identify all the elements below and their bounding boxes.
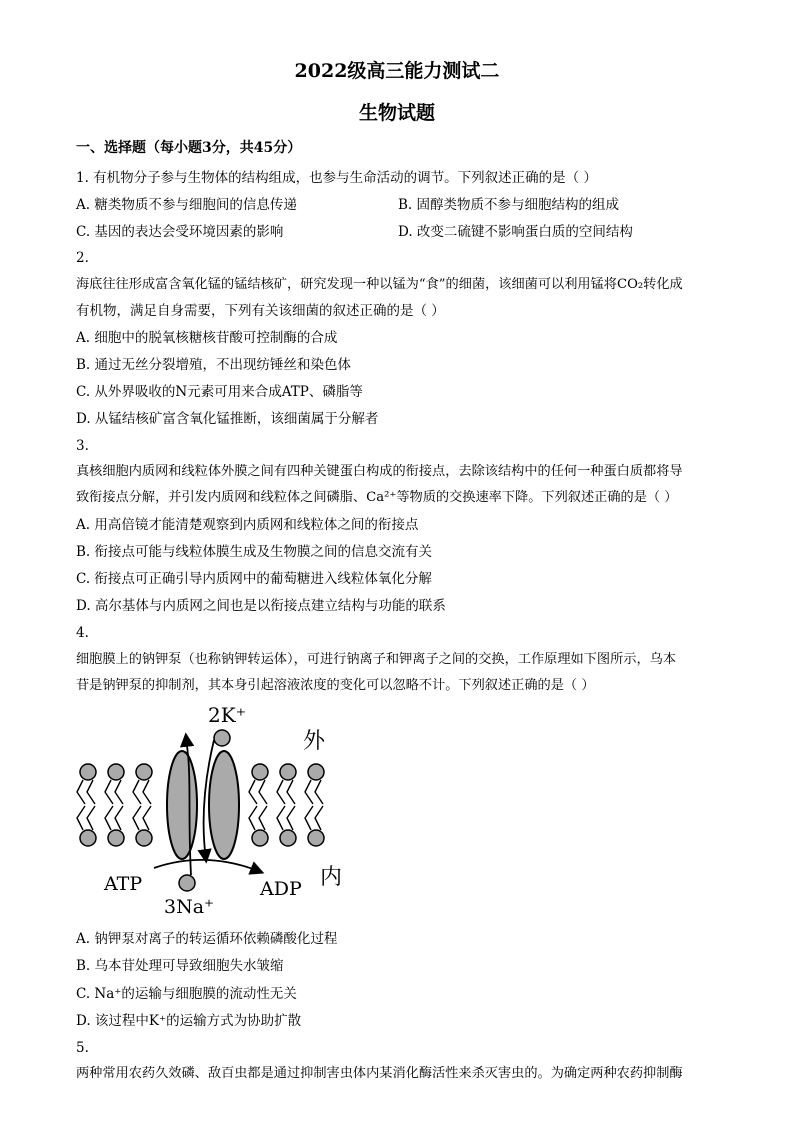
q4-number: 4. (76, 625, 89, 641)
lipid-tail (287, 780, 295, 804)
inside-label: 内 (320, 865, 343, 890)
lipid-tail (133, 806, 141, 830)
lipid-tail (287, 806, 295, 830)
lipid-head (80, 764, 96, 780)
q2-option-c: C. 从外界吸收的N元素可用来合成ATP、磷脂等 (76, 384, 363, 400)
lipid-tails (77, 780, 323, 830)
q4-option-a: A. 钠钾泵对离子的转运循环依赖磷酸化过程 (76, 931, 338, 947)
lipid-tail (143, 780, 151, 804)
q3-option-b: B. 衔接点可能与线粒体膜生成及生物膜之间的信息交流有关 (76, 544, 433, 560)
lipid-tail (133, 780, 141, 804)
q3-stem-line1: 真核细胞内质网和线粒体外膜之间有四种关键蛋白构成的衔接点，去除该结构中的任何一种蛋白质都将导 (76, 464, 683, 479)
q2-option-d: D. 从锰结核矿富含氧化锰推断，该细菌属于分解者 (76, 411, 379, 427)
lipid-head (108, 764, 124, 780)
q3-option-c: C. 衔接点可正确引导内质网中的葡萄糖进入线粒体氧化分解 (76, 571, 432, 587)
atp-label: ATP (104, 873, 143, 895)
q1-option-d: D. 改变二硫键不影响蛋白质的空间结构 (398, 224, 633, 240)
lipid-tail (315, 806, 323, 830)
outside-label: 外 (303, 729, 326, 754)
pump-protein-left (167, 751, 197, 859)
q3-stem-line2: 致衔接点分解，并引发内质网和线粒体之间磷脂、Ca²⁺等物质的交换速率下降。下列叙述正确的是（ ） (76, 490, 678, 505)
lipid-tail (87, 780, 95, 804)
lipid-head (136, 764, 152, 780)
sodium-potassium-pump-figure (76, 700, 366, 920)
q4-option-b: B. 乌本苷处理可导致细胞失水皱缩 (76, 958, 284, 974)
lipid-tail (249, 780, 257, 804)
q2-number: 2. (76, 250, 89, 266)
adp-label: ADP (260, 878, 302, 900)
outer-lipid-heads (80, 764, 324, 780)
exam-subtitle: 生物试题 (358, 102, 435, 124)
pump-protein-right (209, 751, 239, 859)
q3-option-d: D. 高尔基体与内质网之间也是以衔接点建立结构与功能的联系 (76, 598, 446, 614)
lipid-head (108, 830, 124, 846)
lipid-tail (77, 806, 85, 830)
lipid-tail (105, 780, 113, 804)
lipid-tail (305, 780, 313, 804)
q2-option-b: B. 通过无丝分裂增殖，不出现纺锤丝和染色体 (76, 357, 352, 373)
lipid-head (136, 830, 152, 846)
lipid-tail (305, 806, 313, 830)
lipid-tail (249, 806, 257, 830)
section-heading: 一、选择题（每小题3分，共45分） (76, 140, 302, 156)
lipid-head (308, 764, 324, 780)
lipid-head (280, 764, 296, 780)
lipid-head (252, 830, 268, 846)
q1-option-a: A. 糖类物质不参与细胞间的信息传递 (76, 197, 297, 213)
sodium-label: 3Na⁺ (164, 896, 215, 918)
q4-stem-line2: 苷是钠钾泵的抑制剂，其本身引起溶液浓度的变化可以忽略不计。下列叙述正确的是（ ） (76, 678, 595, 693)
q1-option-c: C. 基因的表达会受环境因素的影响 (76, 224, 284, 240)
lipid-tail (259, 780, 267, 804)
q3-number: 3. (76, 438, 89, 454)
q1-option-b: B. 固醇类物质不参与细胞结构的组成 (398, 197, 620, 213)
q2-stem-line2: 有机物，满足自身需要，下列有关该细菌的叙述正确的是（ ） (76, 303, 445, 319)
q5-stem-line1: 两种常用农药久效磷、敌百虫都是通过抑制害虫体内某消化酶活性来杀灭害虫的。为确定两种农药抑制酶 (76, 1066, 683, 1081)
lipid-tail (259, 806, 267, 830)
lipid-tail (143, 806, 151, 830)
atp-to-adp-arrow (154, 860, 261, 872)
inner-lipid-heads (80, 830, 324, 846)
exam-title: 2022级高三能力测试二 (294, 60, 500, 82)
lipid-tail (277, 806, 285, 830)
lipid-tail (115, 806, 123, 830)
sodium-ion (179, 875, 195, 891)
q3-option-a: A. 用高倍镜才能清楚观察到内质网和线粒体之间的衔接点 (76, 517, 419, 533)
lipid-tail (105, 806, 113, 830)
q2-stem-line1: 海底往往形成富含氧化锰的锰结核矿，研究发现一种以锰为“食”的细菌，该细菌可以利用锰将CO₂转化成 (76, 277, 683, 292)
lipid-head (280, 830, 296, 846)
q1-stem: 1. 有机物分子参与生物体的结构组成，也参与生命活动的调节。下列叙述正确的是（ ） (76, 170, 597, 186)
q4-stem-line1: 细胞膜上的钠钾泵（也称钠钾转运体），可进行钠离子和钾离子之间的交换，工作原理如下图所示，乌本 (76, 652, 677, 667)
potassium-ion (214, 730, 230, 746)
q2-option-a: A. 细胞中的脱氧核糖核苷酸可控制酶的合成 (76, 330, 338, 346)
lipid-head (80, 830, 96, 846)
potassium-label: 2K⁺ (208, 703, 247, 727)
q5-number: 5. (76, 1040, 89, 1056)
lipid-tail (277, 780, 285, 804)
lipid-head (252, 764, 268, 780)
q4-option-d: D. 该过程中K⁺的运输方式为协助扩散 (76, 1013, 302, 1029)
lipid-tail (115, 780, 123, 804)
lipid-tail (77, 780, 85, 804)
lipid-head (308, 830, 324, 846)
lipid-tail (315, 780, 323, 804)
q4-option-c: C. Na⁺的运输与细胞膜的流动性无关 (76, 986, 297, 1002)
lipid-tail (87, 806, 95, 830)
